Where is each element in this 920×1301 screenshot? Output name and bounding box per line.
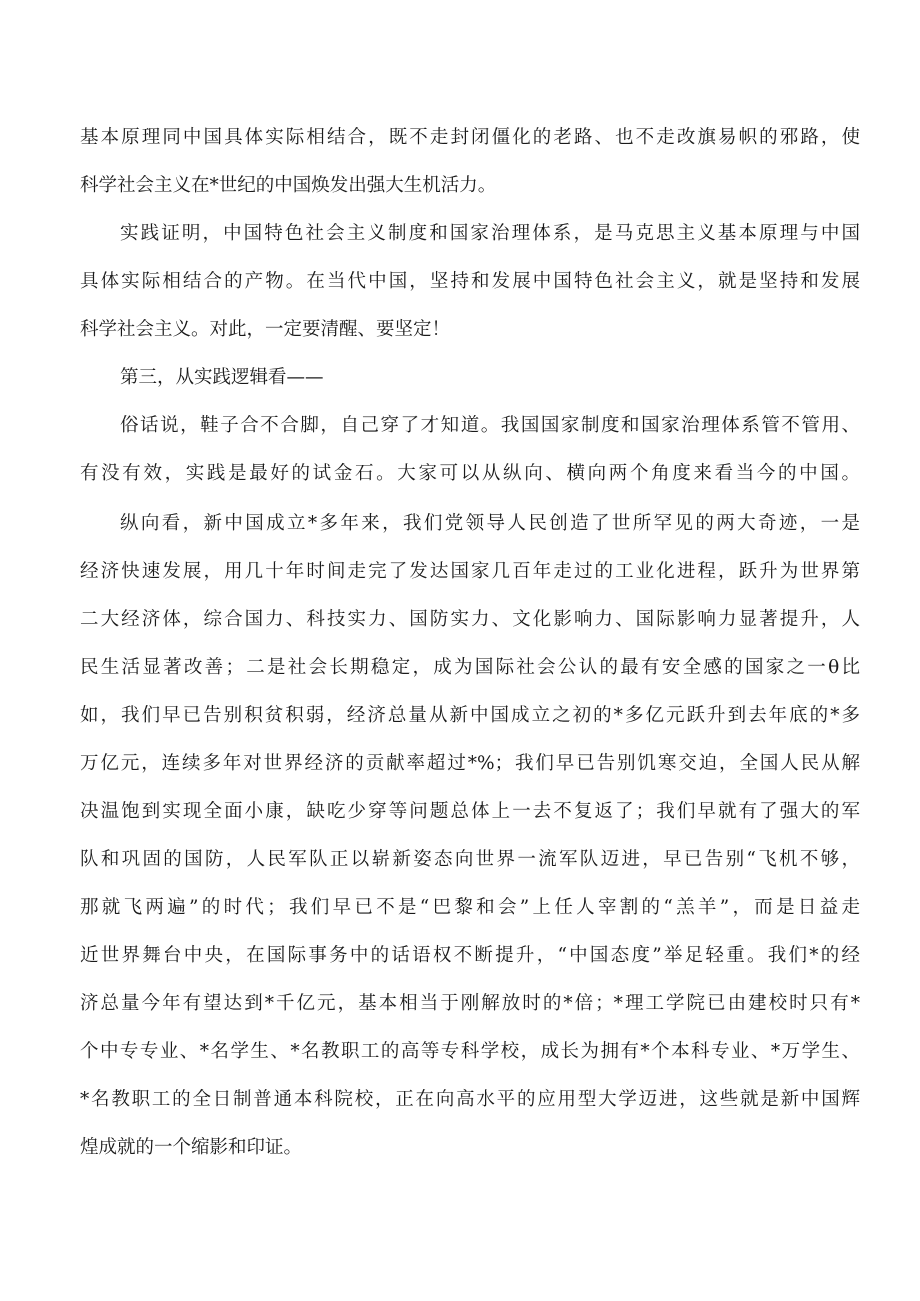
text-line: 那就飞两遍”的时代；我们早已不是“巴黎和会”上任人宰割的“羔羊”，而是日益走: [80, 897, 860, 918]
text-line: 有没有效，实践是最好的试金石。大家可以从纵向、横向两个角度来看当今的中国。: [80, 463, 860, 484]
text-line: 二大经济体，综合国力、科技实力、国防实力、文化影响力、国际影响力显著提升，人: [80, 609, 860, 630]
text-line: 民生活显著改善；二是社会长期稳定，成为国际社会公认的最有安全感的国家之一θ比: [80, 657, 860, 678]
paragraph-first-line: 实践证明，中国特色社会主义制度和国家治理体系，是马克思主义基本原理与中国: [120, 223, 860, 244]
text-line: 煌成就的一个缩影和印证。: [80, 1137, 303, 1158]
text-line: 科学社会主义。对此，一定要清醒、要坚定！: [80, 319, 451, 340]
text-line: 科学社会主义在*世纪的中国焕发出强大生机活力。: [80, 175, 497, 196]
text-line: 队和巩固的国防，人民军队正以崭新姿态向世界一流军队迈进，早已告别“飞机不够，: [80, 849, 860, 870]
text-line: 济总量今年有望达到*千亿元，基本相当于刚解放时的*倍；*理工学院已由建校时只有*: [80, 993, 860, 1014]
text-line: 如，我们早已告别积贫积弱，经济总量从新中国成立之初的*多亿元跃升到去年底的*多: [80, 705, 860, 726]
text-line: 经济快速发展，用几十年时间走完了发达国家几百年走过的工业化进程，跃升为世界第: [80, 561, 860, 582]
section-heading: 第三，从实践逻辑看——: [120, 367, 324, 388]
text-line: 个中专专业、*名学生、*名教职工的高等专科学校，成长为拥有*个本科专业、*万学生、: [80, 1041, 860, 1062]
text-line: 近世界舞台中央，在国际事务中的话语权不断提升，“中国态度”举足轻重。我们*的经: [80, 945, 860, 966]
paragraph-first-line: 纵向看，新中国成立*多年来，我们党领导人民创造了世所罕见的两大奇迹，一是: [120, 513, 860, 534]
text-line: 万亿元，连续多年对世界经济的贡献率超过*%；我们早已告别饥寒交迫，全国人民从解: [80, 753, 860, 774]
text-line: 具体实际相结合的产物。在当代中国，坚持和发展中国特色社会主义，就是坚持和发展: [80, 271, 860, 292]
paragraph-first-line: 俗话说，鞋子合不合脚，自己穿了才知道。我国国家制度和国家治理体系管不管用、: [120, 415, 860, 436]
text-line: 基本原理同中国具体实际相结合，既不走封闭僵化的老路、也不走改旗易帜的邪路，使: [80, 127, 860, 148]
text-line: 决温饱到实现全面小康，缺吃少穿等问题总体上一去不复返了；我们早就有了强大的军: [80, 801, 860, 822]
text-line: *名教职工的全日制普通本科院校，正在向高水平的应用型大学迈进，这些就是新中国辉: [80, 1089, 860, 1110]
